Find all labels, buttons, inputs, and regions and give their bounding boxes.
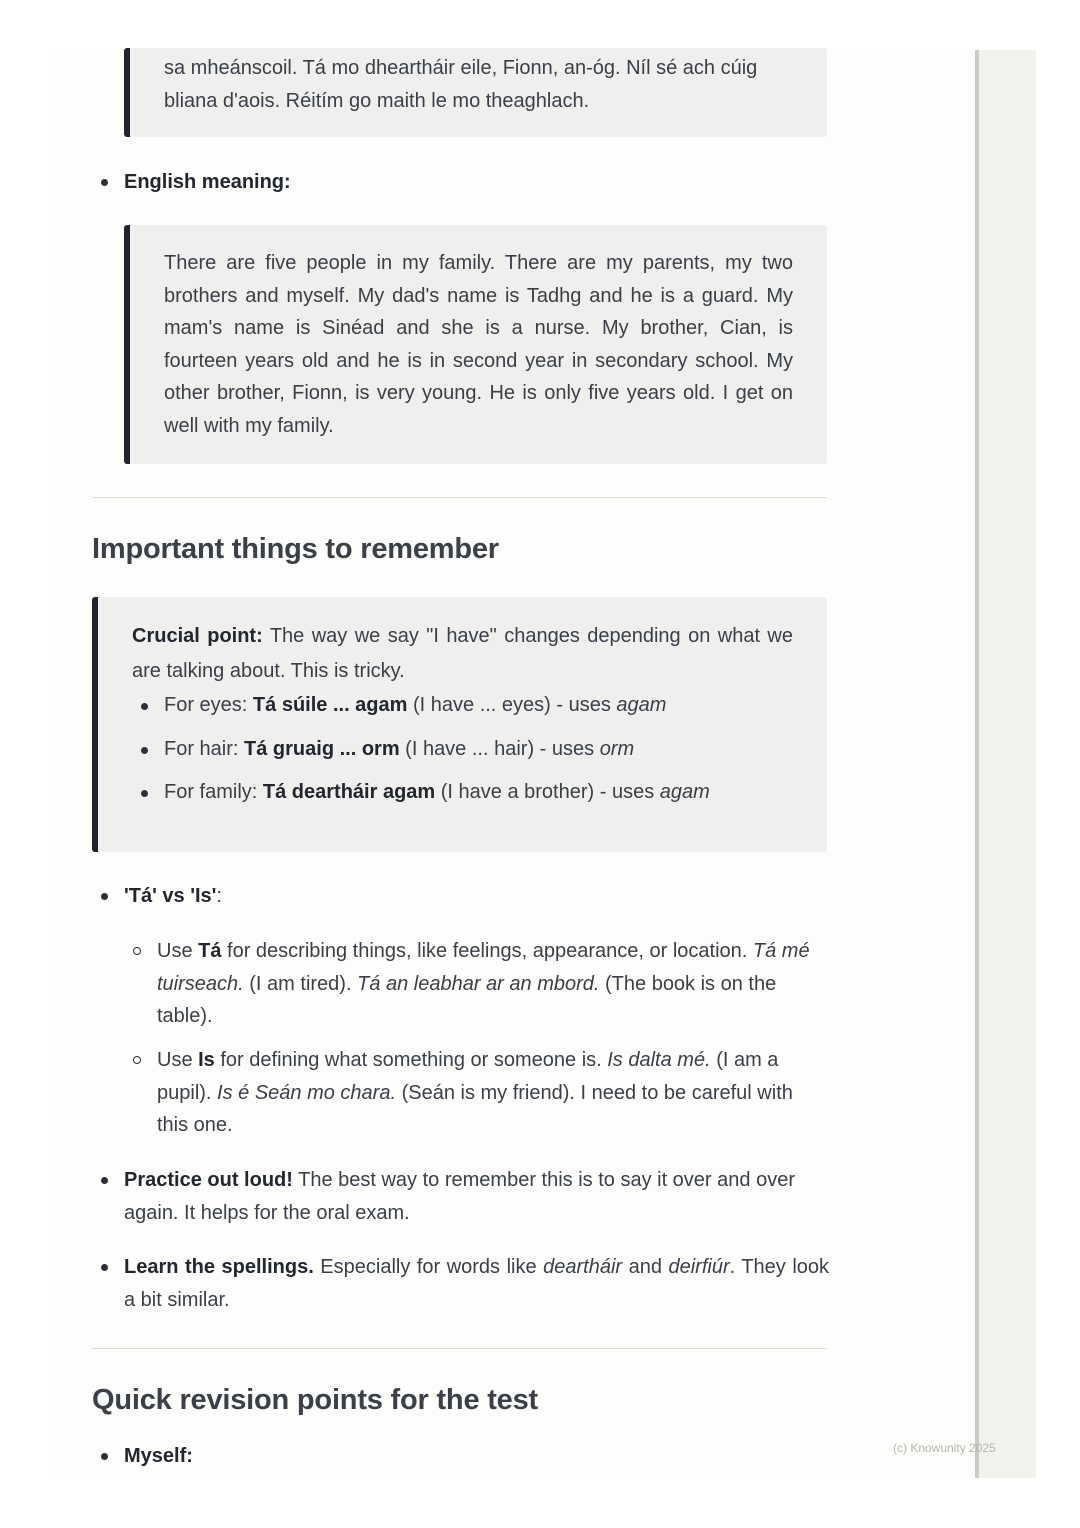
- divider: [92, 1348, 827, 1349]
- crucial-label: Crucial point:: [132, 625, 263, 647]
- crucial-item-hair: For hair: Tá gruaig ... orm (I have ... hair) - uses orm: [164, 738, 635, 760]
- bullet-dot: [141, 747, 148, 754]
- bullet-dot: [101, 1177, 108, 1184]
- bullet-dot: [101, 1264, 108, 1271]
- ta-vs-is-label: 'Tá' vs 'Is':: [124, 885, 222, 907]
- bullet-dot: [101, 1453, 108, 1460]
- quote-line-1: sa mheánscoil. Tá mo dheartháir eile, Fionn, an-óg. Níl sé ach cúig: [164, 57, 758, 79]
- section-heading-important: Important things to remember: [92, 533, 499, 565]
- sub-bullet-circle: [133, 1056, 141, 1064]
- irish-text-quote: [124, 48, 827, 137]
- bullet-dot: [141, 703, 148, 710]
- divider: [92, 497, 827, 498]
- crucial-point-callout: [92, 597, 827, 852]
- quote-line-2: bliana d'aois. Réitím go maith le mo theaghlach.: [164, 89, 590, 112]
- watermark: (c) Knowunity 2025: [893, 1441, 996, 1455]
- bullet-dot: [101, 893, 108, 900]
- sub-bullet-circle: [133, 947, 141, 955]
- myself-label: Myself:: [124, 1445, 193, 1467]
- page-side-strip: [975, 50, 1036, 1478]
- crucial-item-eyes: For eyes: Tá súile ... agam (I have ... eyes) - uses agam: [164, 694, 667, 716]
- is-usage-item: Use Is for defining what something or someone is. Is dalta mé. (I am a pupil). Is é Seán mo chara. (Seán is my friend). I need to be careful with this one.: [157, 1049, 793, 1137]
- ta-usage-item: Use Tá for describing things, like feelings, appearance, or location. Tá mé tuirseach. (I am tired). Tá an leabhar ar an mbord. (The book is on the table).: [157, 940, 810, 1028]
- crucial-text: The way we say "I have" changes depending on what we are talking about. This is tricky.: [132, 625, 793, 682]
- english-meaning-label: English meaning:: [124, 171, 291, 193]
- crucial-item-family: For family: Tá deartháir agam (I have a brother) - uses agam: [164, 781, 710, 803]
- spellings-item: Learn the spellings. Especially for words like deartháir and deirfiúr. They look a bit similar.: [124, 1256, 830, 1311]
- practice-item: Practice out loud! The best way to remember this is to say it over and over again. It helps for the oral exam.: [124, 1169, 795, 1224]
- section-heading-revision: Quick revision points for the test: [92, 1384, 538, 1416]
- document-page: [48, 48, 978, 1480]
- english-translation-quote: [124, 225, 827, 464]
- translation-text: There are five people in my family. There are my parents, my two brothers and myself. My dad's name is Tadhg and he is a guard. My mam's name is Sinéad and she is a nurse. My brother, Cian, is fourteen years old and he is in second year in secondary school. My other brother, Fionn, is very young. He is only five years old. I get on well with my family.: [164, 252, 793, 437]
- bullet-dot: [141, 790, 148, 797]
- bullet-dot: [101, 179, 108, 186]
